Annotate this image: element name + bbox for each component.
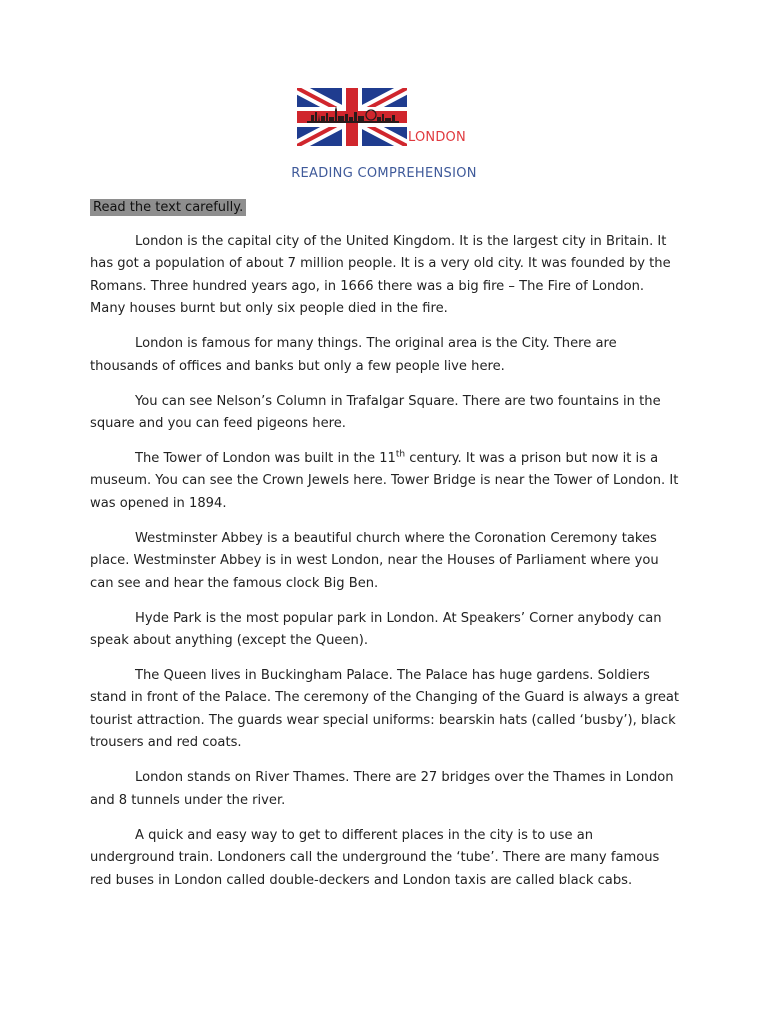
paragraph-1: London is the capital city of the United Kingdom. It is the largest city in Britain. It has got a population of about 7 million people. It is a very old city. It was founded by the Romans. Three hundred years ago, in 1666 there was a big fire – The Fire of London. Many houses burnt but only six people died in the fire. — [90, 234, 671, 317]
union-jack-icon — [297, 88, 407, 146]
page-subtitle: READING COMPREHENSION — [291, 166, 477, 181]
instruction-highlight: Read the text carefully. — [90, 199, 246, 216]
paragraph-5: Westminster Abbey is a beautiful church where the Coronation Ceremony takes place. Westminster Abbey is in west London, near the Houses of Parliament where you can see and hear the famous clock Big Ben. — [90, 530, 659, 591]
paragraph-4 — [90, 448, 680, 515]
paragraph-4-start: The Tower of London was built in the 11 — [135, 451, 396, 467]
paragraph-7: The Queen lives in Buckingham Palace. The Palace has huge gardens. Soldiers stand in front of the Palace. The ceremony of the Changing of the Guard is always a great tourist attraction. The guards wear special uniforms: bearskin hats (called ‘busby’), black trousers and red coats. — [90, 668, 680, 751]
superscript-th: th — [395, 449, 406, 460]
paragraph-8: London stands on River Thames. There are 27 bridges over the Thames in London and 8 tunnels under the river. — [90, 770, 674, 808]
paragraph-3: You can see Nelson’s Column in Trafalgar Square. There are two fountains in the square and you can feed pigeons here. — [90, 393, 661, 432]
paragraph-2: London is famous for many things. The original area is the City. There are thousands of offices and banks but only a few people live here. — [90, 336, 617, 374]
logo-text: LONDON — [408, 130, 466, 145]
reading-text — [90, 231, 680, 905]
paragraph-4-end: century. It was a prison but now it is a museum. You can see the Crown Jewels here. Tower Bridge is near the Tower of London. It was opened in 1894. — [90, 451, 679, 511]
paragraph-9: A quick and easy way to get to different places in the city is to use an underground train. Londoners call the underground the ‘tube’. There are many famous red buses in London called double-deckers and London taxis are called black cabs. — [90, 827, 660, 888]
london-logo — [297, 88, 497, 148]
paragraph-6: Hyde Park is the most popular park in London. At Speakers’ Corner anybody can speak about anything (except the Queen). — [90, 610, 662, 649]
